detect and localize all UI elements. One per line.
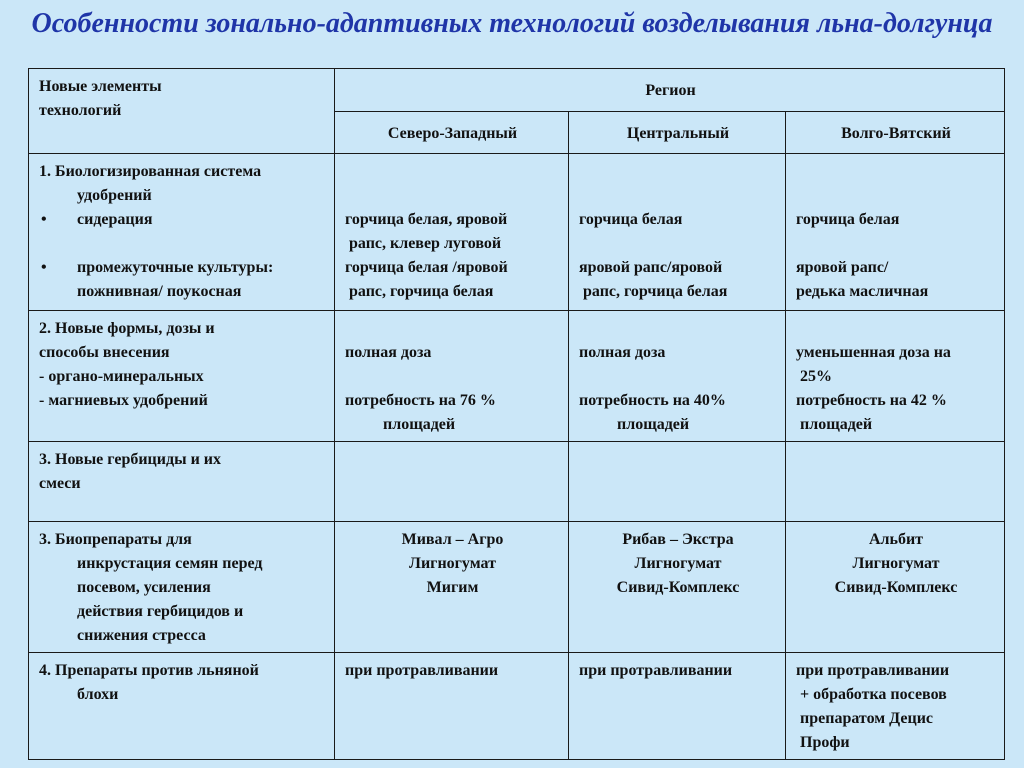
cell-line: Мигим xyxy=(426,579,479,596)
cell-line: Профи xyxy=(800,734,850,751)
row3-central xyxy=(569,442,786,522)
technology-table xyxy=(28,68,1005,760)
row1-volga-vyatka xyxy=(786,154,1005,311)
row3-volga-vyatka xyxy=(786,442,1005,522)
header-elements-line1: Новые элементы xyxy=(39,78,162,95)
cell-line: яровой рапс/ xyxy=(796,259,889,276)
row1-bullet-siderate: • сидерация xyxy=(39,208,326,232)
header-region-northwest: Северо-Западный xyxy=(335,112,569,154)
row1-bullet-intermediate: • промежуточные культуры: xyxy=(39,256,326,280)
cell-line: рапс, горчица белая xyxy=(583,283,728,300)
cell-line: потребность на 40% xyxy=(579,392,726,409)
row5-label-line: 4. Препараты против льняной xyxy=(39,662,259,679)
cell-line: рапс, горчица белая xyxy=(349,283,494,300)
row4-label-line: действия гербицидов и xyxy=(77,603,244,620)
cell-line: Мивал – Агро xyxy=(401,531,504,548)
row3-label-line: 3. Новые гербициды и их xyxy=(39,451,222,468)
cell-line: горчица белая xyxy=(796,211,900,228)
cell-line: при протравливании xyxy=(796,662,950,679)
row5-central xyxy=(569,653,786,760)
row4-volga-vyatka xyxy=(786,522,1005,653)
cell-line: препаратом Децис xyxy=(800,710,934,727)
row4-northwest xyxy=(335,522,569,653)
row4-central xyxy=(569,522,786,653)
cell-line: 25% xyxy=(800,368,832,385)
row2-label-line: - магниевых удобрений xyxy=(39,392,208,409)
cell-line: горчица белая xyxy=(579,211,683,228)
cell-line: потребность на 42 % xyxy=(796,392,947,409)
cell-line: уменьшенная доза на xyxy=(796,344,951,361)
row2-label-line: - органо-минеральных xyxy=(39,368,204,385)
row4-label-line: посевом, усиления xyxy=(77,579,211,596)
cell-line: площадей xyxy=(617,416,690,433)
row2-volga-vyatka xyxy=(786,311,1005,442)
row1-label xyxy=(29,154,335,311)
header-region: Регион xyxy=(335,69,1005,112)
row5-label xyxy=(29,653,335,760)
cell-line: редька масличная xyxy=(796,283,929,300)
row1-northwest xyxy=(335,154,569,311)
header-region-volga-vyatka: Волго-Вятский xyxy=(786,112,1005,154)
row2-label-line: 2. Новые формы, дозы и xyxy=(39,320,215,337)
table-row xyxy=(29,311,1005,442)
table-row xyxy=(29,442,1005,522)
row2-northwest xyxy=(335,311,569,442)
row2-label xyxy=(29,311,335,442)
cell-line: Сивид-Комплекс xyxy=(616,579,740,596)
table-row xyxy=(29,522,1005,653)
cell-line: полная доза xyxy=(345,344,432,361)
cell-line: + обработка посевов xyxy=(800,686,947,703)
row5-volga-vyatka xyxy=(786,653,1005,760)
row3-northwest xyxy=(335,442,569,522)
row1-central xyxy=(569,154,786,311)
row1-label-line: пожнивная/ поукосная xyxy=(77,283,242,300)
cell-line: площадей xyxy=(383,416,456,433)
row4-label-line: 3. Биопрепараты для xyxy=(39,531,192,548)
row5-label-line: блохи xyxy=(77,686,119,703)
cell-line: горчица белая, яровой xyxy=(345,211,508,228)
header-region-central: Центральный xyxy=(569,112,786,154)
row4-label-line: снижения стресса xyxy=(77,627,206,644)
cell-line: потребность на 76 % xyxy=(345,392,496,409)
row3-label xyxy=(29,442,335,522)
cell-line: при протравливании xyxy=(579,662,733,679)
row1-label-line: 1. Биологизированная система xyxy=(39,163,262,180)
row3-label-line: смеси xyxy=(39,475,81,492)
row4-label xyxy=(29,522,335,653)
cell-line: площадей xyxy=(800,416,873,433)
cell-line: Рибав – Экстра xyxy=(622,531,734,548)
cell-line: горчица белая /яровой xyxy=(345,259,508,276)
row2-label-line: способы внесения xyxy=(39,344,170,361)
cell-line: Лигногумат xyxy=(409,555,496,572)
cell-line: Сивид-Комплекс xyxy=(834,579,958,596)
page-title: Особенности зонально-адаптивных технологий возделывания льна-долгунца xyxy=(31,8,993,39)
header-row xyxy=(29,69,1005,112)
table-row xyxy=(29,154,1005,311)
row1-label-line: удобрений xyxy=(77,187,152,204)
cell-line: при протравливании xyxy=(345,662,499,679)
header-elements-line2: технологий xyxy=(39,102,122,119)
row5-northwest xyxy=(335,653,569,760)
cell-line: Лигногумат xyxy=(852,555,940,572)
cell-line: полная доза xyxy=(579,344,666,361)
table-row xyxy=(29,653,1005,760)
cell-line: Лигногумат xyxy=(634,555,722,572)
header-elements-cell xyxy=(29,69,335,154)
cell-line: яровой рапс/яровой xyxy=(579,259,723,276)
row4-label-line: инкрустация семян перед xyxy=(77,555,263,572)
cell-line: Альбит xyxy=(868,531,924,548)
row2-central xyxy=(569,311,786,442)
cell-line: рапс, клевер луговой xyxy=(349,235,502,252)
